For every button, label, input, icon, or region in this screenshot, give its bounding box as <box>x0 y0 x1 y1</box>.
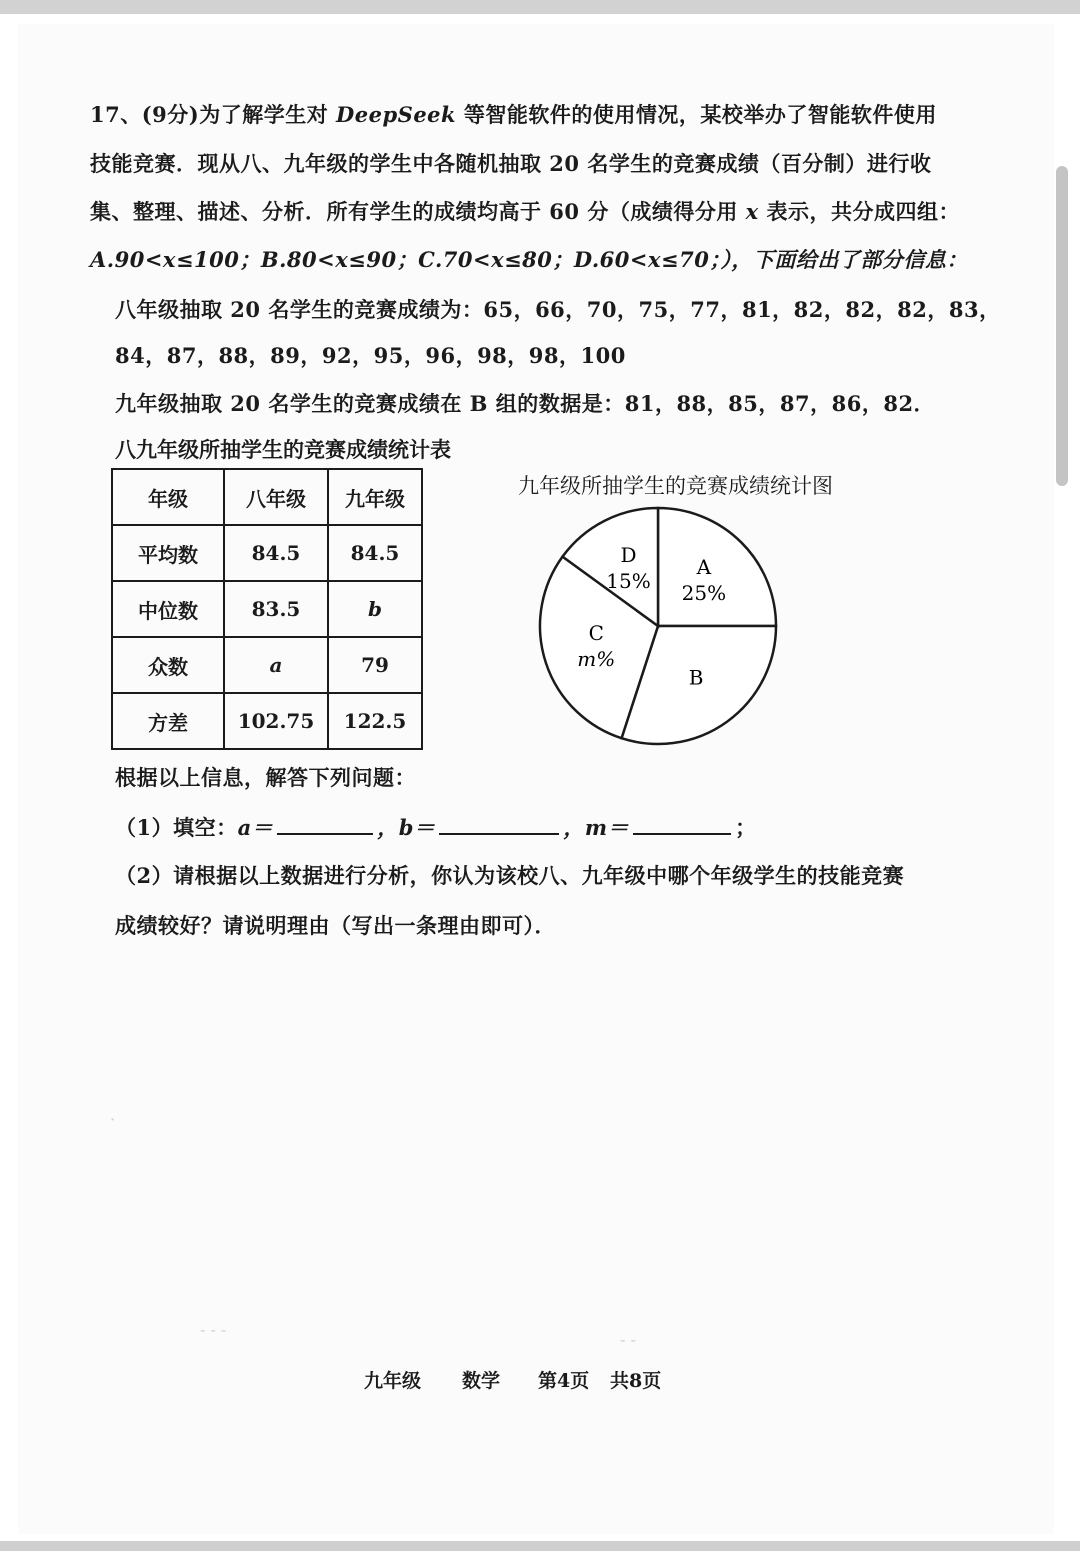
pie-slice-name: B <box>688 665 704 690</box>
question-line-1: 17、(9分)为了解学生对 DeepSeek 等智能软件的使用情况，某校举办了智能软件使用 <box>90 102 937 127</box>
table-header-row <box>112 469 422 525</box>
footer-page: 第4页 <box>538 1370 590 1392</box>
answer-intro: 根据以上信息，解答下列问题： <box>115 765 416 790</box>
pie-chart <box>530 500 790 760</box>
pie-slice-label: 15% <box>606 569 651 594</box>
table-row <box>112 525 422 581</box>
stats-table <box>111 468 423 750</box>
scrollbar[interactable] <box>1056 166 1068 486</box>
table-cell: 众数 <box>112 637 224 693</box>
pie-slice-name: D <box>620 543 637 568</box>
footer-grade: 九年级 <box>364 1370 422 1392</box>
pie-slice-name: A <box>696 555 712 580</box>
table-cell: 102.75 <box>224 693 328 749</box>
table-cell: 方差 <box>112 693 224 749</box>
table-cell: 83.5 <box>224 581 328 637</box>
question-1: （1）填空：a＝ ，b＝ ，m＝ ； <box>115 815 757 840</box>
question-2: （2）请根据以上数据进行分析，你认为该校八、九年级中哪个年级学生的技能竞赛 <box>115 863 905 888</box>
footer-subject: 数学 <box>462 1370 501 1392</box>
bottom-bar <box>0 1541 1080 1551</box>
table-row <box>112 693 422 749</box>
table-cell: b <box>328 581 422 637</box>
table-header: 年级 <box>112 469 224 525</box>
answer-a-blank[interactable] <box>277 815 373 835</box>
pie-slice-a <box>658 508 776 626</box>
pie-chart-title: 九年级所抽学生的竞赛成绩统计图 <box>518 474 833 498</box>
question-2-cont: 成绩较好？请说明理由（写出一条理由即可）． <box>115 913 556 938</box>
group-definitions: A.90<x≤100；B.80<x≤90；C.70<x≤80；D.60<x≤70；），下面给出了部分信息： <box>90 247 968 272</box>
table-cell: a <box>224 637 328 693</box>
table-cell: 79 <box>328 637 422 693</box>
table-cell: 84.5 <box>328 525 422 581</box>
footer-total: 共8页 <box>610 1370 662 1392</box>
question-line-2: 技能竞赛．现从八、九年级的学生中各随机抽取 20 名学生的竞赛成绩（百分制）进行收 <box>90 151 932 176</box>
table-row <box>112 637 422 693</box>
answer-b-blank[interactable] <box>439 815 559 835</box>
pie-slice-label: m% <box>577 647 616 672</box>
table-title: 八九年级所抽学生的竞赛成绩统计表 <box>115 437 451 462</box>
answer-m-blank[interactable] <box>633 815 731 835</box>
grade8-scores-cont: 84，87，88，89，92，95，96，98，98，100 <box>115 343 626 368</box>
top-bar <box>0 0 1080 14</box>
table-header: 八年级 <box>224 469 328 525</box>
table-cell: 122.5 <box>328 693 422 749</box>
table-cell: 平均数 <box>112 525 224 581</box>
question-line-3: 集、整理、描述、分析．所有学生的成绩均高于 60 分（成绩得分用 x 表示，共分成四组： <box>90 199 960 224</box>
pie-slice-label: 25% <box>681 581 727 606</box>
grade8-scores: 八年级抽取 20 名学生的竞赛成绩为：65，66，70，75，77，81，82，82，82，83， <box>115 297 1001 322</box>
table-row <box>112 581 422 637</box>
table-cell: 84.5 <box>224 525 328 581</box>
table-cell: 中位数 <box>112 581 224 637</box>
pie-slice-name: C <box>588 621 604 646</box>
grade9-b-group: 九年级抽取 20 名学生的竞赛成绩在 B 组的数据是：81，88，85，87，86，82． <box>115 391 936 416</box>
table-header: 九年级 <box>328 469 422 525</box>
